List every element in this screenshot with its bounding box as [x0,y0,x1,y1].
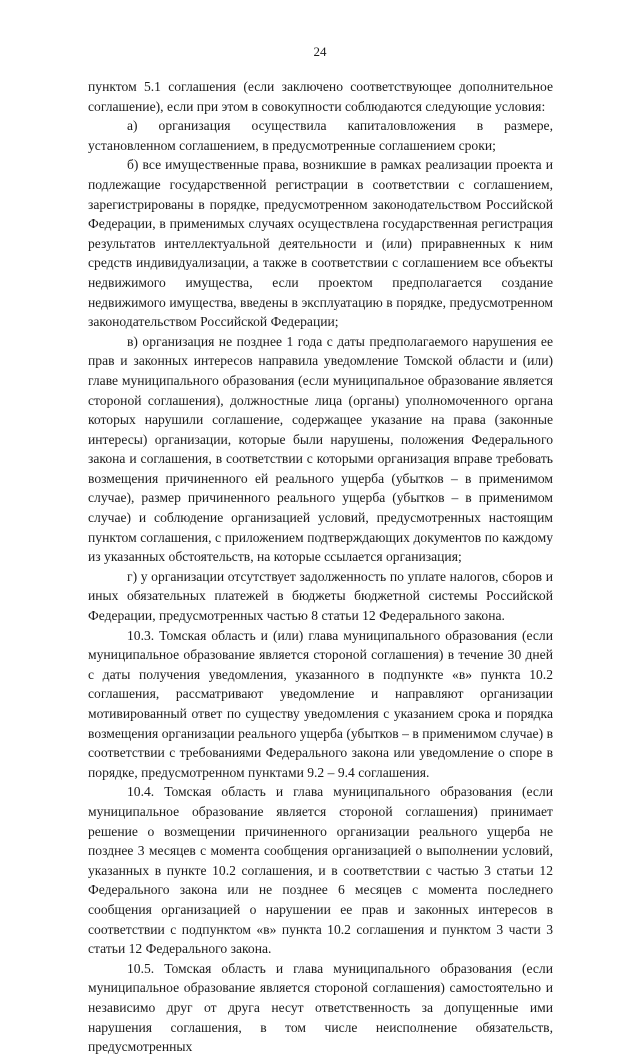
paragraph: б) все имущественные права, возникшие в рамках реализации проекта и подлежащие государственной регистрации в соответствии с соглашением, зарегистрированы в порядке, предусмотренном законодательством Российской Федерации, в применимых случаях осуществлена государственная регистрация результатов интеллектуальной деятельности и (или) приравненных к ним средств индивидуализации, а также в соответствии с соглашением все объекты недвижимого имущества, если проектом предполагается создание недвижимого имущества, введены в эксплуатацию в порядке, предусмотренном законодательством Российской Федерации; [88,157,553,330]
paragraph: 10.5. Томская область и глава муниципального образования (если муниципальное образование является стороной соглашения) самостоятельно и независимо друг от друга несут ответственность за допущенные ими нарушения соглашения, в том числе неисполнение обязательств, предусмотренных [88,960,553,1055]
paragraph: г) у организации отсутствует задолженность по уплате налогов, сборов и иных обязательных платежей в бюджеты бюджетной системы Российской Федерации, предусмотренных частью 8 статьи 12 Федерального закона. [88,568,553,624]
page-number: 24 [313,44,327,59]
paragraph: 10.3. Томская область и (или) глава муниципального образования (если муниципальное образование является стороной соглашения) в течение 30 дней с даты получения уведомления, указанного в подпункте «в» пункта 10.2 соглашения, рассматривают уведомление и направляют организации мотивированный ответ по существу уведомления с указанием срока и порядка возмещения организации реального ущерба (убытков – в применимом случае) в соответствии с требованиями Федерального закона или уведомление о споре в порядке, предусмотренном пунктами 9.2 – 9.4 соглашения. [88,627,553,780]
paragraph: а) организация осуществила капиталовложения в размере, установленном соглашением, в предусмотренные соглашением сроки; [88,118,553,153]
paragraph: 10.4. Томская область и глава муниципального образования (если муниципальное образование является стороной соглашения) принимает решение о возмещении причиненного организации реального ущерба не позднее 3 месяцев с момента сообщения организацией о выполнении условий, указанных в пункте 10.2 соглашения, и в соответствии с частью 3 статьи 12 Федерального закона или не позднее 6 месяцев с момента последнего сообщения организацией о нарушении ее прав и законных интересов в соответствии с подпунктом «в» пункта 10.2 соглашения и пунктом 3 части 3 статьи 12 Федерального закона. [88,784,553,957]
paragraph: в) организация не позднее 1 года с даты предполагаемого нарушения ее прав и законных интересов направила уведомление Томской области и (или) главе муниципального образования (если муниципальное образование является стороной соглашения), должностные лица (органы) уполномоченного органа которых нарушили соглашение, содержащее указание на права (законные интересы) организации, которые были нарушены, положения Федерального закона и соглашения, в соответствии с которыми организация вправе требовать возмещения причиненного ей реального ущерба (убытков – в применимом случае), размер причиненного реального ущерба (убытков – в применимом случае) и соблюдение организацией условий, предусмотренных настоящим пунктом соглашения, с приложением подтверждающих документов по каждому из указанных обстоятельств, на которые ссылается организация; [88,333,553,565]
document-body [88,77,553,1057]
paragraph: пунктом 5.1 соглашения (если заключено соответствующее дополнительное соглашение), если при этом в совокупности соблюдаются следующие условия: [88,79,553,114]
